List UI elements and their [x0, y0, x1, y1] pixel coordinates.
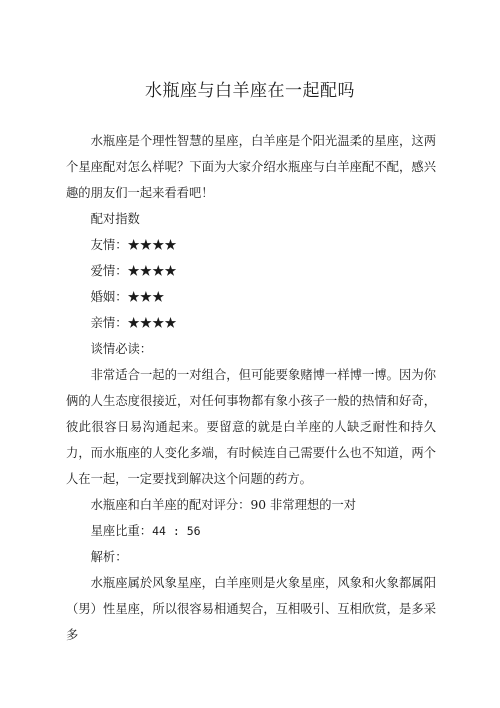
rating-label: 婚姻： — [90, 290, 128, 304]
intro-paragraph: 水瓶座是个理性智慧的星座，白羊座是个阳光温柔的星座，这两个星座配对怎么样呢？下面为大家介绍水瓶座与白羊座配不配，感兴趣的朋友们一起来看看吧！ — [66, 134, 436, 200]
score-label: 水瓶座和白羊座的配对评分： — [90, 498, 251, 512]
ratio-line — [66, 518, 436, 544]
index-heading: 配对指数 — [90, 212, 140, 226]
rating-family — [66, 310, 436, 336]
rating-label: 亲情： — [90, 316, 128, 330]
star-rating-icon: ★★★★ — [127, 264, 177, 278]
score-value: 90 非常理想的一对 — [250, 498, 357, 512]
must-read-paragraph: 非常适合一起的一对组合，但可能要象赌博一样博一博。因为你俩的人生态度很接近，对任何事物都有象小孩子一般的热情和好奇，彼此很容日易沟通起来。要留意的就是白羊座的人缺乏耐性和持久力，而水瓶座的人变化多端，有时候连自己需要什么也不知道，两个人在一起，一定要找到解决这个问题的药方。 — [66, 368, 436, 486]
ratio-value: 44 : 56 — [152, 524, 201, 538]
ratio-label: 星座比重： — [90, 524, 153, 538]
score-line — [66, 492, 436, 518]
star-rating-icon: ★★★★ — [127, 238, 177, 252]
analysis-paragraph: 水瓶座属於风象星座，白羊座则是火象星座，风象和火象都属阳（男）性星座，所以很容易相通契合，互相吸引、互相欣赏，是多采多 — [66, 576, 436, 642]
star-rating-icon: ★★★★ — [127, 316, 177, 330]
rating-love — [66, 258, 436, 284]
rating-friendship — [66, 232, 436, 258]
page-title: 水瓶座与白羊座在一起配吗 — [145, 81, 355, 101]
article-body — [66, 128, 436, 648]
analysis-heading: 解析： — [90, 550, 128, 564]
rating-label: 友情： — [90, 238, 128, 252]
must-read-heading: 谈情必读： — [90, 342, 153, 356]
rating-label: 爱情： — [90, 264, 128, 278]
star-rating-icon: ★★★ — [127, 290, 165, 304]
rating-marriage — [66, 284, 436, 310]
